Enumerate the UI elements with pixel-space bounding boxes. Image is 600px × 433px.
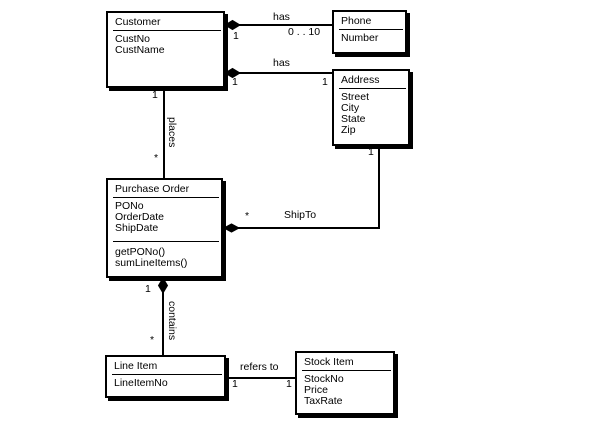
class-method: sumLineItems()	[115, 257, 188, 269]
association-label-shipto: ShipTo	[284, 209, 317, 221]
multiplicity-customer-has-address: 1	[232, 76, 238, 88]
attributes-compartment	[108, 31, 223, 56]
attributes-compartment	[297, 371, 393, 407]
class-box-stock-item	[295, 351, 395, 415]
class-title-stock-item: Stock Item	[304, 356, 354, 368]
multiplicity-address-has: 1	[322, 76, 328, 88]
aggregation-diamond-contains	[159, 278, 168, 293]
multiplicity-address-shipto: 1	[368, 146, 374, 158]
class-title-customer: Customer	[115, 16, 161, 28]
class-attribute: OrderDate	[115, 211, 165, 223]
multiplicity-line-item-refers: 1	[232, 378, 238, 390]
aggregation-diamond-shipto	[224, 224, 239, 232]
association-label-contains: contains	[166, 301, 178, 341]
multiplicity-order-contains: 1	[145, 283, 151, 295]
class-box-line-item	[105, 355, 226, 398]
association-label-has-address: has	[273, 57, 290, 69]
multiplicity-customer-places: 1	[152, 89, 158, 101]
class-box-purchase-order	[106, 178, 223, 278]
class-attribute: Price	[304, 384, 328, 396]
class-title-purchase-order: Purchase Order	[115, 183, 190, 195]
class-method: getPONo()	[115, 246, 166, 258]
association-label-places: places	[166, 117, 178, 148]
methods-compartment	[108, 242, 221, 269]
class-attribute: Number	[341, 32, 379, 44]
class-attribute: Zip	[341, 124, 356, 136]
multiplicity-stock-item-refers: 1	[286, 378, 292, 390]
attributes-compartment	[108, 198, 221, 240]
attributes-compartment	[107, 375, 224, 389]
class-box-phone	[332, 10, 407, 54]
class-attribute: PONo	[115, 200, 144, 212]
class-attribute: State	[341, 113, 366, 125]
class-attribute: StockNo	[304, 373, 344, 385]
multiplicity-customer-has-phone: 1	[233, 30, 239, 42]
class-attribute: CustNo	[115, 33, 151, 45]
class-attribute: LineItemNo	[114, 377, 168, 389]
class-title-phone: Phone	[341, 15, 372, 27]
class-attribute: Street	[341, 91, 370, 103]
multiplicity-phone: 0 . . 10	[288, 26, 321, 38]
attributes-compartment	[334, 30, 405, 44]
class-attribute: ShipDate	[115, 222, 159, 234]
class-attribute: City	[341, 102, 360, 114]
multiplicity-order-shipto: *	[245, 210, 250, 222]
class-title-line-item: Line Item	[114, 360, 158, 372]
multiplicity-order-places: *	[154, 152, 159, 164]
association-label-has-phone: has	[273, 11, 290, 23]
association-label-refers-to: refers to	[240, 361, 279, 373]
aggregation-diamond-customer-phone	[225, 21, 240, 30]
class-attribute: TaxRate	[304, 395, 343, 407]
class-box-address	[332, 69, 410, 146]
multiplicity-line-item-contains: *	[150, 334, 155, 346]
class-attribute: CustName	[115, 44, 165, 56]
class-title-address: Address	[341, 74, 380, 86]
attributes-compartment	[334, 89, 408, 136]
class-box-customer	[106, 11, 225, 88]
